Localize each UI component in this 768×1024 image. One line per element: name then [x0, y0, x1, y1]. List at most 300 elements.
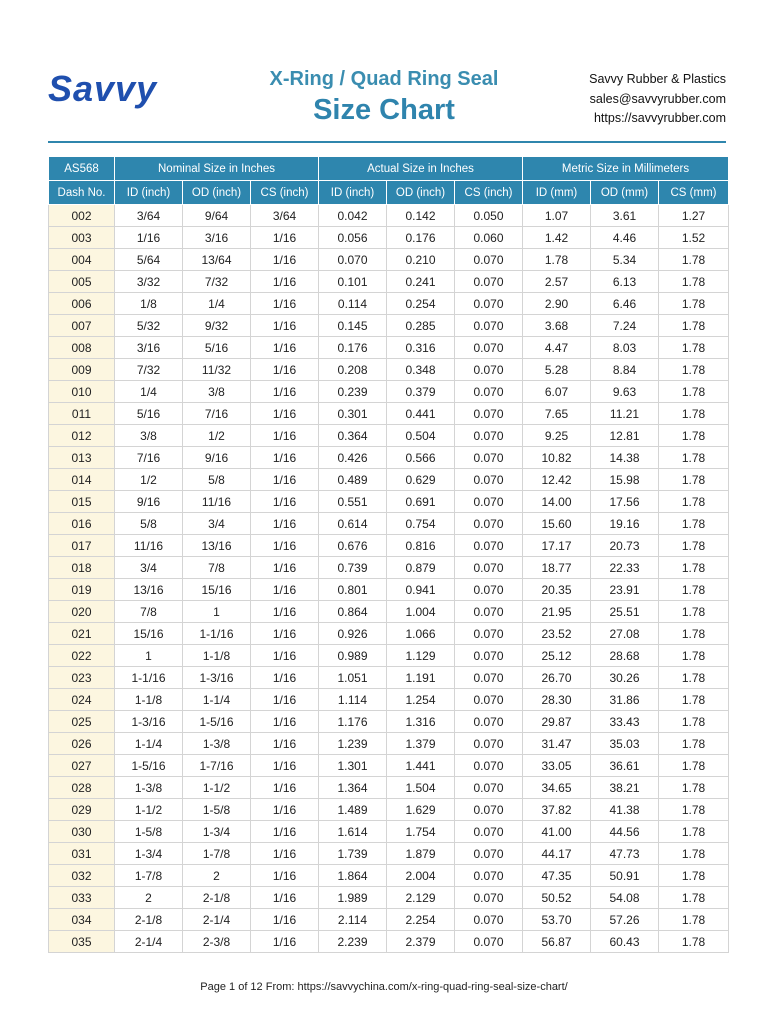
table-cell: 0.101	[319, 271, 387, 293]
table-cell: 10.82	[523, 447, 591, 469]
table-cell: 1.78	[659, 337, 729, 359]
table-cell: 1/16	[251, 755, 319, 777]
table-cell: 1-7/16	[183, 755, 251, 777]
table-cell: 1.07	[523, 205, 591, 227]
table-row	[49, 579, 729, 601]
table-cell: 0.551	[319, 491, 387, 513]
table-cell: 5/16	[183, 337, 251, 359]
table-cell: 3/64	[115, 205, 183, 227]
dash-number-cell: 015	[49, 491, 115, 513]
table-cell: 1-1/8	[183, 645, 251, 667]
table-cell: 1/16	[251, 865, 319, 887]
table-cell: 0.489	[319, 469, 387, 491]
savvy-logo: Savvy	[48, 68, 158, 109]
table-cell: 2.114	[319, 909, 387, 931]
table-cell: 0.070	[455, 689, 523, 711]
table-cell: 5/64	[115, 249, 183, 271]
table-cell: 1.614	[319, 821, 387, 843]
table-cell: 11/16	[115, 535, 183, 557]
table-cell: 1/16	[251, 887, 319, 909]
table-cell: 1	[183, 601, 251, 623]
table-cell: 1.78	[659, 865, 729, 887]
table-cell: 0.926	[319, 623, 387, 645]
dash-number-cell: 009	[49, 359, 115, 381]
column-header: OD (mm)	[591, 181, 659, 205]
table-cell: 3/32	[115, 271, 183, 293]
table-cell: 30.26	[591, 667, 659, 689]
table-cell: 1/16	[251, 381, 319, 403]
table-cell: 0.070	[455, 513, 523, 535]
table-cell: 15/16	[183, 579, 251, 601]
table-cell: 0.070	[455, 315, 523, 337]
dash-number-cell: 030	[49, 821, 115, 843]
table-cell: 1/4	[183, 293, 251, 315]
table-cell: 1/16	[251, 711, 319, 733]
table-cell: 1.78	[659, 425, 729, 447]
table-cell: 1.78	[659, 469, 729, 491]
table-cell: 1.504	[387, 777, 455, 799]
table-cell: 0.070	[455, 403, 523, 425]
table-cell: 1.316	[387, 711, 455, 733]
company-email[interactable]: sales@savvyrubber.com	[589, 91, 726, 106]
table-row	[49, 931, 729, 953]
group-header-row	[49, 157, 729, 181]
company-website[interactable]: https://savvyrubber.com	[593, 111, 726, 125]
table-cell: 1/16	[251, 315, 319, 337]
table-cell: 1.78	[659, 887, 729, 909]
table-cell: 1.78	[659, 777, 729, 799]
dash-number-cell: 014	[49, 469, 115, 491]
table-cell: 0.816	[387, 535, 455, 557]
table-cell: 1.78	[659, 447, 729, 469]
table-cell: 14.38	[591, 447, 659, 469]
table-cell: 2.004	[387, 865, 455, 887]
dash-number-cell: 035	[49, 931, 115, 953]
table-cell: 3/4	[183, 513, 251, 535]
table-cell: 9.25	[523, 425, 591, 447]
column-header: OD (inch)	[183, 181, 251, 205]
table-cell: 9/32	[183, 315, 251, 337]
table-cell: 9/64	[183, 205, 251, 227]
table-cell: 1/8	[115, 293, 183, 315]
table-cell: 14.00	[523, 491, 591, 513]
table-cell: 0.142	[387, 205, 455, 227]
table-cell: 1.989	[319, 887, 387, 909]
table-cell: 7/8	[115, 601, 183, 623]
table-cell: 0.210	[387, 249, 455, 271]
table-row	[49, 315, 729, 337]
table-cell: 41.38	[591, 799, 659, 821]
table-cell: 1/16	[251, 425, 319, 447]
table-cell: 1/16	[251, 403, 319, 425]
dash-number-cell: 003	[49, 227, 115, 249]
table-cell: 0.754	[387, 513, 455, 535]
table-cell: 1/16	[251, 227, 319, 249]
table-cell: 1.78	[659, 799, 729, 821]
column-header: CS (mm)	[659, 181, 729, 205]
table-cell: 13/16	[183, 535, 251, 557]
table-cell: 1/16	[251, 271, 319, 293]
table-cell: 0.301	[319, 403, 387, 425]
table-cell: 2.129	[387, 887, 455, 909]
table-row	[49, 821, 729, 843]
table-cell: 7.24	[591, 315, 659, 337]
table-cell: 1.78	[659, 535, 729, 557]
table-cell: 23.91	[591, 579, 659, 601]
table-cell: 22.33	[591, 557, 659, 579]
table-cell: 3/16	[115, 337, 183, 359]
table-cell: 53.70	[523, 909, 591, 931]
table-cell: 2.239	[319, 931, 387, 953]
table-cell: 1-1/16	[115, 667, 183, 689]
table-cell: 34.65	[523, 777, 591, 799]
table-row	[49, 403, 729, 425]
table-cell: 11/32	[183, 359, 251, 381]
table-cell: 0.070	[455, 359, 523, 381]
table-cell: 1-5/16	[183, 711, 251, 733]
table-cell: 29.87	[523, 711, 591, 733]
table-cell: 1/16	[251, 249, 319, 271]
table-cell: 1-3/8	[183, 733, 251, 755]
table-cell: 1-7/8	[183, 843, 251, 865]
table-cell: 1.78	[659, 843, 729, 865]
table-cell: 3.68	[523, 315, 591, 337]
page-footer: Page 1 of 12 From: https://savvychina.com/x-ring-quad-ring-seal-size-chart/	[200, 981, 568, 993]
table-cell: 1/16	[251, 447, 319, 469]
dash-number-cell: 010	[49, 381, 115, 403]
dash-number-cell: 031	[49, 843, 115, 865]
table-cell: 9.63	[591, 381, 659, 403]
table-cell: 1.78	[659, 711, 729, 733]
dash-number-cell: 019	[49, 579, 115, 601]
table-cell: 15.60	[523, 513, 591, 535]
dash-number-cell: 006	[49, 293, 115, 315]
table-cell: 1.78	[659, 491, 729, 513]
table-cell: 1.78	[659, 755, 729, 777]
dash-number-cell: 033	[49, 887, 115, 909]
table-cell: 0.348	[387, 359, 455, 381]
table-cell: 4.47	[523, 337, 591, 359]
table-cell: 1-3/16	[183, 667, 251, 689]
table-cell: 0.070	[455, 491, 523, 513]
table-cell: 15.98	[591, 469, 659, 491]
column-header: OD (inch)	[387, 181, 455, 205]
table-cell: 0.504	[387, 425, 455, 447]
table-cell: 1.066	[387, 623, 455, 645]
table-cell: 1/16	[115, 227, 183, 249]
table-cell: 0.070	[455, 381, 523, 403]
table-cell: 1/16	[251, 821, 319, 843]
table-row	[49, 557, 729, 579]
table-cell: 0.070	[455, 469, 523, 491]
table-cell: 0.070	[455, 293, 523, 315]
page-header	[0, 0, 768, 150]
table-cell: 7/8	[183, 557, 251, 579]
table-row	[49, 271, 729, 293]
group-header-as568: AS568	[49, 157, 115, 181]
column-header: Dash No.	[49, 181, 115, 205]
table-cell: 13/16	[115, 579, 183, 601]
table-cell: 1.78	[659, 249, 729, 271]
table-cell: 5.34	[591, 249, 659, 271]
table-cell: 17.17	[523, 535, 591, 557]
table-cell: 1.78	[659, 381, 729, 403]
table-cell: 1.78	[659, 359, 729, 381]
table-cell: 0.989	[319, 645, 387, 667]
table-cell: 50.52	[523, 887, 591, 909]
table-cell: 0.241	[387, 271, 455, 293]
table-cell: 5/32	[115, 315, 183, 337]
column-header: CS (inch)	[455, 181, 523, 205]
dash-number-cell: 005	[49, 271, 115, 293]
table-cell: 0.070	[455, 337, 523, 359]
table-cell: 2-1/4	[183, 909, 251, 931]
table-cell: 0.070	[455, 755, 523, 777]
group-header-metric: Metric Size in Millimeters	[523, 157, 729, 181]
table-cell: 7.65	[523, 403, 591, 425]
dash-number-cell: 002	[49, 205, 115, 227]
table-cell: 19.16	[591, 513, 659, 535]
table-row	[49, 623, 729, 645]
table-cell: 1.379	[387, 733, 455, 755]
table-row	[49, 909, 729, 931]
table-cell: 1.52	[659, 227, 729, 249]
table-cell: 33.05	[523, 755, 591, 777]
table-cell: 1-3/8	[115, 777, 183, 799]
dash-number-cell: 013	[49, 447, 115, 469]
table-cell: 8.84	[591, 359, 659, 381]
dash-number-cell: 018	[49, 557, 115, 579]
dash-number-cell: 004	[49, 249, 115, 271]
table-row	[49, 667, 729, 689]
table-cell: 0.070	[455, 865, 523, 887]
table-cell: 33.43	[591, 711, 659, 733]
dash-number-cell: 017	[49, 535, 115, 557]
table-cell: 0.070	[455, 249, 523, 271]
table-cell: 1.78	[659, 821, 729, 843]
table-cell: 0.114	[319, 293, 387, 315]
table-cell: 1.78	[659, 623, 729, 645]
table-cell: 7/16	[183, 403, 251, 425]
dash-number-cell: 016	[49, 513, 115, 535]
table-row	[49, 425, 729, 447]
table-cell: 1.78	[659, 601, 729, 623]
table-cell: 0.070	[455, 887, 523, 909]
table-row	[49, 359, 729, 381]
table-cell: 12.42	[523, 469, 591, 491]
table-cell: 37.82	[523, 799, 591, 821]
column-header: CS (inch)	[251, 181, 319, 205]
table-cell: 0.691	[387, 491, 455, 513]
table-cell: 1-1/2	[115, 799, 183, 821]
table-cell: 25.12	[523, 645, 591, 667]
table-cell: 0.614	[319, 513, 387, 535]
table-cell: 13/64	[183, 249, 251, 271]
table-cell: 47.35	[523, 865, 591, 887]
dash-number-cell: 029	[49, 799, 115, 821]
table-cell: 1.489	[319, 799, 387, 821]
table-cell: 1/16	[251, 843, 319, 865]
table-cell: 0.042	[319, 205, 387, 227]
column-header-row	[49, 181, 729, 205]
table-cell: 1.441	[387, 755, 455, 777]
table-cell: 1.739	[319, 843, 387, 865]
table-cell: 1/16	[251, 557, 319, 579]
table-cell: 1.239	[319, 733, 387, 755]
table-row	[49, 689, 729, 711]
table-cell: 0.426	[319, 447, 387, 469]
table-cell: 1.78	[523, 249, 591, 271]
table-cell: 0.285	[387, 315, 455, 337]
table-cell: 21.95	[523, 601, 591, 623]
table-cell: 2-1/8	[183, 887, 251, 909]
dash-number-cell: 008	[49, 337, 115, 359]
table-cell: 0.056	[319, 227, 387, 249]
table-cell: 54.08	[591, 887, 659, 909]
table-cell: 0.070	[455, 821, 523, 843]
table-cell: 1-1/2	[183, 777, 251, 799]
table-cell: 4.46	[591, 227, 659, 249]
table-row	[49, 535, 729, 557]
dash-number-cell: 022	[49, 645, 115, 667]
table-cell: 1/16	[251, 645, 319, 667]
table-cell: 0.070	[455, 733, 523, 755]
table-cell: 0.070	[455, 799, 523, 821]
company-name: Savvy Rubber & Plastics	[589, 72, 726, 86]
table-row	[49, 865, 729, 887]
size-chart-table	[48, 156, 729, 953]
table-cell: 25.51	[591, 601, 659, 623]
table-cell: 3/4	[115, 557, 183, 579]
table-cell: 0.070	[455, 601, 523, 623]
table-cell: 1.129	[387, 645, 455, 667]
table-cell: 1/16	[251, 777, 319, 799]
table-cell: 2	[183, 865, 251, 887]
table-cell: 0.070	[319, 249, 387, 271]
table-cell: 1.051	[319, 667, 387, 689]
table-cell: 3/8	[115, 425, 183, 447]
table-cell: 1.78	[659, 403, 729, 425]
table-cell: 60.43	[591, 931, 659, 953]
table-row	[49, 711, 729, 733]
table-cell: 1.78	[659, 315, 729, 337]
table-cell: 1.42	[523, 227, 591, 249]
table-cell: 1-1/4	[115, 733, 183, 755]
table-cell: 1.254	[387, 689, 455, 711]
table-cell: 1/16	[251, 931, 319, 953]
table-cell: 1/16	[251, 799, 319, 821]
table-cell: 0.070	[455, 271, 523, 293]
table-cell: 41.00	[523, 821, 591, 843]
table-cell: 0.364	[319, 425, 387, 447]
table-cell: 20.73	[591, 535, 659, 557]
dash-number-cell: 034	[49, 909, 115, 931]
column-header: ID (inch)	[115, 181, 183, 205]
table-cell: 1.78	[659, 579, 729, 601]
table-cell: 26.70	[523, 667, 591, 689]
table-row	[49, 249, 729, 271]
table-cell: 50.91	[591, 865, 659, 887]
table-cell: 23.52	[523, 623, 591, 645]
table-cell: 2.57	[523, 271, 591, 293]
table-row	[49, 755, 729, 777]
table-cell: 1/16	[251, 909, 319, 931]
table-cell: 44.17	[523, 843, 591, 865]
table-cell: 7/32	[183, 271, 251, 293]
table-cell: 2-1/4	[115, 931, 183, 953]
table-cell: 1/16	[251, 689, 319, 711]
table-cell: 1.78	[659, 733, 729, 755]
table-cell: 11.21	[591, 403, 659, 425]
table-cell: 0.879	[387, 557, 455, 579]
table-cell: 1-5/8	[115, 821, 183, 843]
header-divider	[48, 141, 726, 143]
table-cell: 0.566	[387, 447, 455, 469]
dash-number-cell: 024	[49, 689, 115, 711]
document-subtitle: X-Ring / Quad Ring Seal	[269, 68, 499, 90]
table-cell: 1/4	[115, 381, 183, 403]
table-cell: 1.78	[659, 557, 729, 579]
table-cell: 2-1/8	[115, 909, 183, 931]
table-cell: 27.08	[591, 623, 659, 645]
table-row	[49, 491, 729, 513]
table-cell: 1-3/4	[183, 821, 251, 843]
table-cell: 11/16	[183, 491, 251, 513]
table-cell: 1/16	[251, 513, 319, 535]
table-cell: 0.145	[319, 315, 387, 337]
table-cell: 31.86	[591, 689, 659, 711]
table-cell: 18.77	[523, 557, 591, 579]
group-header-nominal: Nominal Size in Inches	[115, 157, 319, 181]
table-cell: 1.78	[659, 909, 729, 931]
table-cell: 2-3/8	[183, 931, 251, 953]
table-cell: 1/16	[251, 667, 319, 689]
table-cell: 1.864	[319, 865, 387, 887]
table-cell: 1-3/4	[115, 843, 183, 865]
table-cell: 1-1/16	[183, 623, 251, 645]
table-cell: 1/16	[251, 579, 319, 601]
table-cell: 7/32	[115, 359, 183, 381]
table-row	[49, 601, 729, 623]
table-row	[49, 293, 729, 315]
table-cell: 1/2	[183, 425, 251, 447]
company-info	[589, 70, 726, 129]
table-cell: 1.78	[659, 513, 729, 535]
column-header: ID (mm)	[523, 181, 591, 205]
table-cell: 0.176	[319, 337, 387, 359]
table-cell: 1.78	[659, 931, 729, 953]
table-cell: 0.176	[387, 227, 455, 249]
table-cell: 5/8	[115, 513, 183, 535]
table-cell: 0.629	[387, 469, 455, 491]
table-cell: 1.78	[659, 271, 729, 293]
table-cell: 1	[115, 645, 183, 667]
dash-number-cell: 012	[49, 425, 115, 447]
table-cell: 0.379	[387, 381, 455, 403]
document-title: Size Chart	[313, 94, 455, 126]
table-cell: 0.864	[319, 601, 387, 623]
table-cell: 6.13	[591, 271, 659, 293]
table-cell: 1-1/4	[183, 689, 251, 711]
table-cell: 57.26	[591, 909, 659, 931]
table-cell: 0.070	[455, 711, 523, 733]
table-cell: 0.316	[387, 337, 455, 359]
table-cell: 56.87	[523, 931, 591, 953]
table-cell: 0.739	[319, 557, 387, 579]
table-cell: 0.070	[455, 557, 523, 579]
table-cell: 1.364	[319, 777, 387, 799]
table-cell: 1-5/8	[183, 799, 251, 821]
